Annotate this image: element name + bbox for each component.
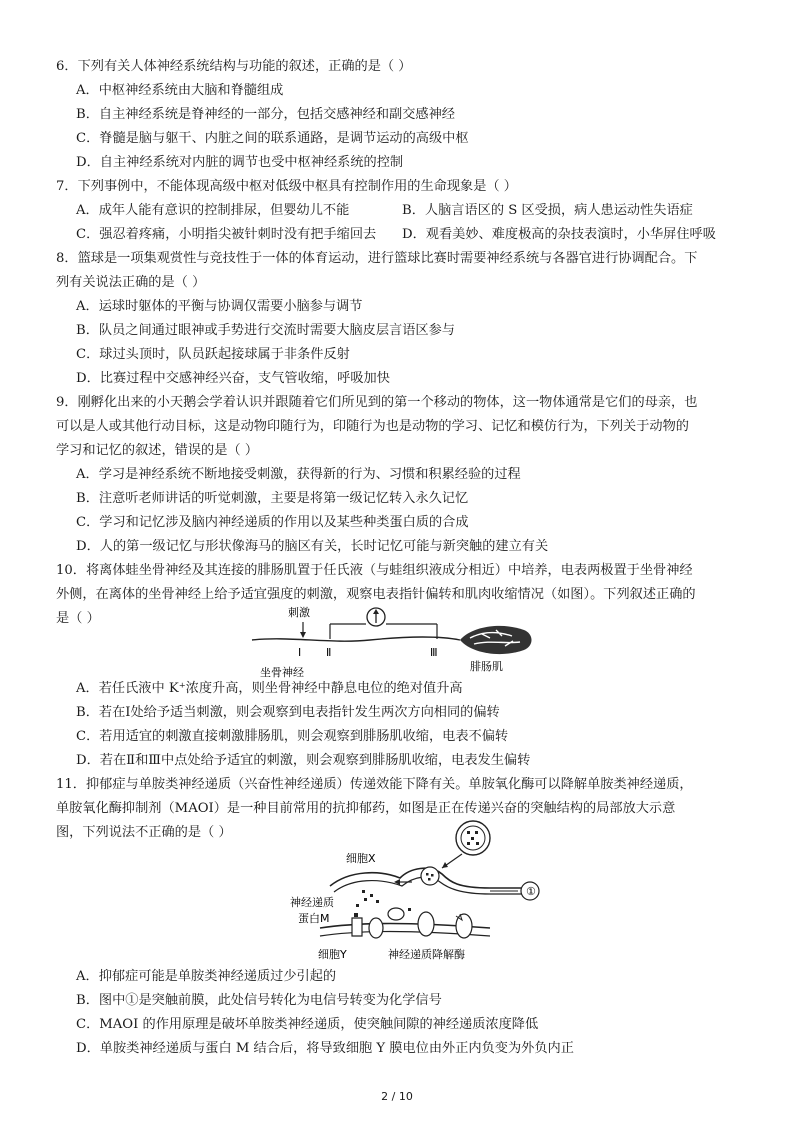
- q8-option-b: B．队员之间通过眼神或手势进行交流时需要大脑皮层言语区参与: [76, 323, 455, 338]
- q8-stem-line1: 8．篮球是一项集观赏性与竞技性于一体的体育运动，进行篮球比赛时需要神经系统与各器官进行协调配合。下: [56, 251, 698, 266]
- synaptic-vesicle: [421, 867, 439, 885]
- point-iii-label: Ⅲ: [430, 646, 438, 659]
- q6-option-b: B．自主神经系统是脊神经的一部分，包括交感神经和副交感神经: [76, 107, 455, 122]
- q9-option-b: B．注意听老师讲话的听觉刺激，主要是将第一级记忆转入永久记忆: [76, 491, 469, 506]
- protein-m-shape: [352, 918, 362, 936]
- sciatic-nerve-line: [252, 637, 460, 641]
- q9-stem-line3: 学习和记忆的叙述，错误的是（ ）: [56, 443, 259, 458]
- q9-option-a: A．学习是神经系统不断地接受刺激，获得新的行为、习惯和积累经验的过程: [76, 467, 521, 482]
- q8-option-c: C．球过头顶时，队员跃起接球属于非条件反射: [76, 347, 350, 362]
- sciatic-nerve-label: 坐骨神经: [260, 666, 304, 679]
- point-i-label: Ⅰ: [298, 646, 302, 659]
- q8-option-a: A．运球时躯体的平衡与协调仅需要小脑参与调节: [76, 299, 363, 314]
- q11-option-c: C．MAOI 的作用原理是破坏单胺类神经递质，使突触间隙的神经递质浓度降低: [76, 1017, 539, 1032]
- q7-option-c: C．强忍着疼痛，小明指尖被针刺时没有把手缩回去: [76, 227, 377, 242]
- q9-stem-line2: 可以是人或其他行动目标，这是动物印随行为，印随行为也是动物的学习、记忆和模仿行为，下列关于动物的: [56, 419, 689, 434]
- q10-option-c: C．若用适宜的刺激直接刺激腓肠肌，则会观察到腓肠肌收缩，电表不偏转: [76, 729, 509, 744]
- q6-option-d: D．自主神经系统对内脏的调节也受中枢神经系统的控制: [76, 155, 404, 170]
- q9-option-c: C．学习和记忆涉及脑内神经递质的作用以及某些种类蛋白质的合成: [76, 515, 469, 530]
- q11-stem-line1: 11．抑郁症与单胺类神经递质（兴奋性神经递质）传递效能下降有关。单胺氧化酶可以降解单胺类神经递质，: [56, 777, 693, 792]
- q10-option-d: D．若在Ⅱ和Ⅲ中点处给予适宜的刺激，则会观察到腓肠肌收缩，电表发生偏转: [76, 753, 531, 768]
- q9-stem-line1: 9．刚孵化出来的小天鹅会学着认识并跟随着它们所见到的第一个移动的物体，这一物体通常是它们的母亲，也: [56, 395, 698, 410]
- q7-option-b: B．人脑言语区的 S 区受损，病人患运动性失语症: [402, 203, 693, 218]
- cell-y-label: 细胞Y: [318, 948, 347, 961]
- synapse-diagram: [290, 818, 550, 964]
- nerve-muscle-diagram: [250, 600, 540, 680]
- enzyme-shape-a: [388, 908, 404, 920]
- q8-option-d: D．比赛过程中交感神经兴奋，支气管收缩，呼吸加快: [76, 371, 390, 386]
- receptor-shape-b: [418, 912, 434, 936]
- q11-option-b: B．图中①是突触前膜，此处信号转化为电信号转变为化学信号: [76, 993, 442, 1008]
- q10-stem-line1: 10．将离体蛙坐骨神经及其连接的腓肠肌置于任氏液（与蛙组织液成分相近）中培养，电表两极置于坐骨神经: [56, 563, 693, 578]
- page-number: 2 / 10: [381, 1090, 413, 1103]
- stimulus-label: 刺激: [288, 606, 310, 619]
- q7-option-a: A．成年人能有意识的控制排尿，但婴幼儿不能: [76, 203, 350, 218]
- muscle-label: 腓肠肌: [470, 660, 503, 673]
- receptor-shape-a: [369, 918, 383, 938]
- q7-stem: 7．下列事例中，不能体现高级中枢对低级中枢具有控制作用的生命现象是（ ）: [56, 179, 517, 194]
- q11-option-d: D．单胺类神经递质与蛋白 M 结合后，将导致细胞 Y 膜电位由外正内负变为外负内正: [76, 1041, 574, 1056]
- label-one: ①: [526, 885, 536, 898]
- q11-option-a: A．抑郁症可能是单胺类神经递质过少引起的: [76, 969, 337, 984]
- point-ii-label: Ⅱ: [326, 646, 332, 659]
- cell-x-label: 细胞X: [346, 852, 376, 865]
- q10-option-b: B．若在Ⅰ处给予适当刺激，则会观察到电表指针发生两次方向相同的偏转: [76, 705, 500, 720]
- q10-stem-line2: 外侧，在离体的坐骨神经上给予适宜强度的刺激，观察电表指针偏转和肌肉收缩情况（如图）。下列叙述正确的: [56, 587, 696, 602]
- q8-stem-line2: 列有关说法正确的是（ ）: [56, 275, 206, 290]
- q6-option-c: C．脊髓是脑与躯干、内脏之间的联系通路，是调节运动的高级中枢: [76, 131, 469, 146]
- gastrocnemius-muscle-shape: [460, 626, 532, 654]
- degrading-enzyme-label: 神经递质降解酶: [388, 948, 465, 961]
- protein-m-label: 蛋白M: [298, 912, 330, 925]
- q10-option-a: A．若任氏液中 K⁺浓度升高，则坐骨神经中静息电位的绝对值升高: [76, 681, 463, 696]
- q6-option-a: A．中枢神经系统由大脑和脊髓组成: [76, 83, 284, 98]
- q10-stem-line3: 是（ ）: [56, 611, 100, 626]
- q6-stem: 6．下列有关人体神经系统结构与功能的叙述，正确的是（ ）: [56, 59, 412, 74]
- q9-option-d: D．人的第一级记忆与形状像海马的脑区有关，长时记忆可能与新突触的建立有关: [76, 539, 549, 554]
- q7-option-d: D．观看美妙、难度极高的杂技表演时，小华屏住呼吸: [402, 227, 716, 242]
- q11-stem-line3: 图，下列说法不正确的是（ ）: [56, 825, 232, 840]
- q11-stem-line2: 单胺氧化酶抑制剂（MAOI）是一种目前常用的抗抑郁药，如图是正在传递兴奋的突触结构的局部放大示意: [56, 801, 676, 816]
- neurotransmitter-label: 神经递质: [290, 896, 334, 909]
